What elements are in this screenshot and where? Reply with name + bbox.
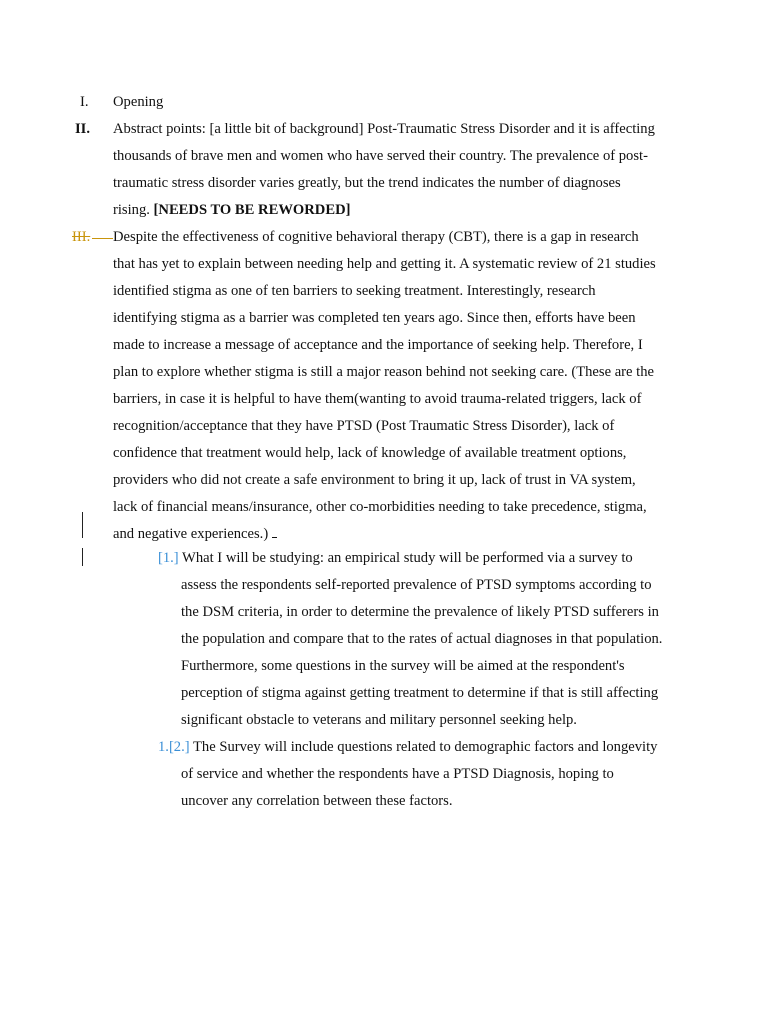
sub2-line: The Survey will include questions related to demographic factors and longevity [189,739,658,755]
item2-last-line [113,200,350,220]
item3-line: recognition/acceptance that they have PTSD (Post Traumatic Stress Disorder), lack of [113,418,615,434]
item3-line: identified stigma as one of ten barriers to seeking treatment. Interestingly, research [113,283,596,299]
sub2-line: of service and whether the respondents have a PTSD Diagnosis, hoping to [181,766,614,782]
inserted-space-mark [272,525,277,538]
change-bar [82,512,83,538]
item3-line: plan to explore whether stigma is still a major reason behind not seeking care. (These are the [113,364,655,380]
sub1-marker: [1.] [158,550,179,566]
item3-line: made to increase a message of acceptance and the importance of seeking help. Therefore, I [113,337,643,353]
item3-line: lack of financial means/insurance, other co-morbidities needing to take precedence, stigma, [113,499,647,515]
sub1-line: What I will be studying: an empirical study will be performed via a survey to [178,550,633,566]
sub1-first-line [158,548,633,568]
sub2-first-line [158,737,657,757]
outline-item-1-text: Opening [113,94,164,110]
sub1-line: Furthermore, some questions in the survey will be aimed at the respondent's [181,658,625,674]
item3-line: Despite the effectiveness of cognitive behavioral therapy (CBT), there is a gap in research [113,229,639,245]
item2-line: Abstract points: [a little bit of background] Post-Traumatic Stress Disorder and it is affecting [113,121,655,137]
item3-line: and negative experiences.) [113,526,272,542]
deleted-numeral-3: III. [72,229,91,245]
outline-numeral-2: II. [75,121,91,137]
sub1-line: significant obstacle to veterans and military personnel seeking help. [181,712,577,728]
item3-line: identifying stigma as a barrier was completed ten years ago. Since then, efforts have been [113,310,636,326]
item2-line: traumatic stress disorder varies greatly, but the trend indicates the number of diagnoses [113,175,621,191]
reword-note: [NEEDS TO BE REWORDED] [153,202,351,218]
item3-line: that has yet to explain between needing help and getting it. A systematic review of 21 studies [113,256,656,272]
sub2-line: uncover any correlation between these factors. [181,793,453,809]
item3-last-line [113,524,277,544]
item2-line: thousands of brave men and women who have served their country. The prevalence of post- [113,148,648,164]
sub1-line: perception of stigma against getting treatment to determine if that is still affecting [181,685,659,701]
sub1-line: the DSM criteria, in order to determine the prevalence of likely PTSD sufferers in [181,604,659,620]
outline-numeral-1: I. [80,94,89,110]
item3-line: barriers, in case it is helpful to have them(wanting to avoid trauma-related triggers, lack of [113,391,642,407]
sub2-marker: 1.[2.] [158,739,190,755]
item2-line: rising. [113,202,154,218]
sub1-line: assess the respondents self-reported prevalence of PTSD symptoms according to [181,577,652,593]
item3-line: providers who did not create a safe environment to bring it up, lack of trust in VA system, [113,472,636,488]
sub1-line: the population and compare that to the rates of actual diagnoses in that population. [181,631,663,647]
item3-line: confidence that treatment would help, lack of knowledge of available treatment options, [113,445,627,461]
deletion-strike-line [92,238,113,239]
change-bar [82,548,83,566]
